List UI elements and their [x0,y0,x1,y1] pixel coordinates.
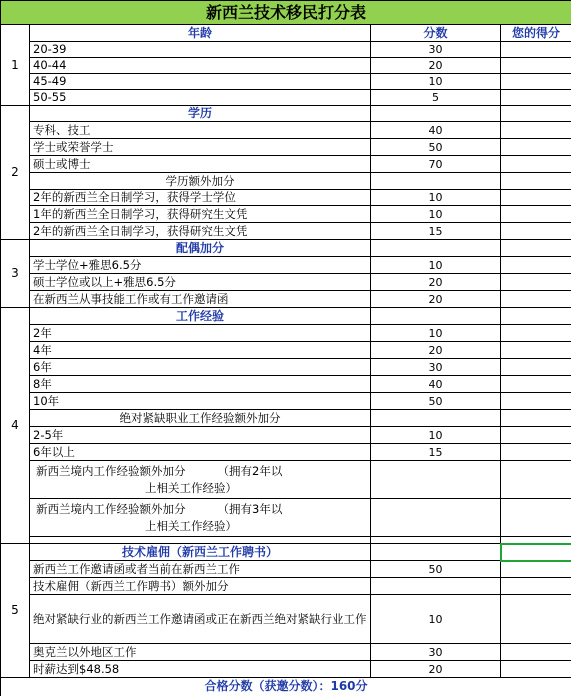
row-points: 40 [371,376,501,393]
row-points: 30 [371,42,501,58]
table-title: 新西兰技术移民打分表 [1,1,571,25]
score-cell[interactable] [501,578,571,595]
row-label: 硕士或博士 [30,156,371,173]
row-points: 20 [371,58,501,74]
score-cell[interactable] [501,393,571,410]
row-label: 时薪达到$48.58 [30,661,371,678]
row-points [371,544,501,561]
section-index-partner: 3 [1,240,30,308]
score-cell[interactable] [501,139,571,156]
nz-experience-line1-suffix: （拥有3年以 [217,501,283,516]
nz-experience-label [30,461,371,499]
row-points: 20 [371,661,501,678]
selected-score-cell[interactable] [501,544,571,561]
score-cell[interactable] [501,359,571,376]
row-points: 40 [371,122,501,139]
row-points: 5 [371,90,501,106]
score-cell[interactable] [501,444,571,461]
row-points [371,240,501,257]
row-label: 45-49 [30,74,371,90]
score-cell[interactable] [501,325,571,342]
nz-experience-line2: 上相关工作经验） [145,480,237,495]
section-header-employment: 技术雇佣（新西兰工作聘书） [30,544,371,561]
score-cell[interactable] [501,291,571,308]
row-label: 2年的新西兰全日制学习，获得研究生文凭 [30,223,371,240]
score-cell[interactable] [501,90,571,106]
section-header-education: 学历 [30,106,371,122]
row-points [371,308,501,325]
bonus-subheader: 学历额外加分 [30,173,371,190]
score-cell[interactable] [501,342,571,359]
score-cell[interactable] [501,308,571,325]
section-index-employment: 5 [1,544,30,678]
score-cell[interactable] [501,156,571,173]
points-header: 分数 [371,25,501,42]
score-cell[interactable] [501,661,571,678]
score-cell[interactable] [501,461,571,499]
row-points: 10 [371,190,501,206]
row-label: 学士或荣誉学士 [30,139,371,156]
row-label: 2年 [30,325,371,342]
row-points: 10 [371,206,501,223]
nz-experience-line1-suffix: （拥有2年以 [217,463,283,478]
score-cell[interactable] [501,499,571,537]
your-score-header: 您的得分 [501,25,571,42]
row-points: 10 [371,325,501,342]
spacer-cell [371,537,501,544]
section-index-education: 2 [1,106,30,240]
qualifying-score: 合格分数（获邀分数）：160分 [1,678,571,696]
score-cell[interactable] [501,190,571,206]
row-points [371,410,501,427]
row-label: 6年以上 [30,444,371,461]
row-points: 10 [371,427,501,444]
score-cell[interactable] [501,206,571,223]
row-points: 50 [371,393,501,410]
row-label: 绝对紧缺行业的新西兰工作邀请函或正在新西兰绝对紧缺行业工作 [30,595,371,644]
nz-experience-line1: 新西兰境内工作经验额外加分 [36,463,186,478]
nz-experience-line1: 新西兰境内工作经验额外加分 [36,501,186,516]
row-points: 20 [371,291,501,308]
row-label: 6年 [30,359,371,376]
nz-experience-label [30,499,371,537]
row-points: 10 [371,257,501,274]
row-label: 2-5年 [30,427,371,444]
row-points: 10 [371,595,501,644]
score-cell[interactable] [501,58,571,74]
row-label: 4年 [30,342,371,359]
row-label: 8年 [30,376,371,393]
row-points [371,578,501,595]
score-cell[interactable] [501,595,571,644]
row-label: 奥克兰以外地区工作 [30,644,371,661]
score-cell[interactable] [501,122,571,139]
row-points: 20 [371,274,501,291]
row-label: 在新西兰从事技能工作或有工作邀请函 [30,291,371,308]
row-label: 新西兰工作邀请函或者当前在新西兰工作 [30,561,371,578]
row-points: 30 [371,644,501,661]
row-label: 专科、技工 [30,122,371,139]
row-points: 50 [371,139,501,156]
score-cell[interactable] [501,410,571,427]
section-index-work: 4 [1,308,30,544]
row-points [371,499,501,537]
row-label: 20-39 [30,42,371,58]
row-label: 技术雇佣（新西兰工作聘书）额外加分 [30,578,371,595]
bonus-subheader: 绝对紧缺职业工作经验额外加分 [30,410,371,427]
spacer-cell [30,537,371,544]
score-cell[interactable] [501,644,571,661]
row-label: 1年的新西兰全日制学习，获得研究生文凭 [30,206,371,223]
row-points [371,106,501,122]
row-points: 70 [371,156,501,173]
row-points: 10 [371,74,501,90]
score-cell[interactable] [501,257,571,274]
score-cell[interactable] [501,240,571,257]
section-header-work: 工作经验 [30,308,371,325]
score-cell[interactable] [501,376,571,393]
row-points: 50 [371,561,501,578]
row-points [371,461,501,499]
section-index-age: 1 [1,25,30,106]
score-cell[interactable] [501,74,571,90]
score-cell[interactable] [501,561,571,578]
row-label: 40-44 [30,58,371,74]
spacer-cell [501,537,571,544]
row-points: 20 [371,342,501,359]
row-points: 15 [371,444,501,461]
score-cell[interactable] [501,427,571,444]
row-label: 学士学位+雅思6.5分 [30,257,371,274]
score-cell[interactable] [501,42,571,58]
row-points: 15 [371,223,501,240]
nz-experience-line2: 上相关工作经验） [145,518,237,533]
score-cell[interactable] [501,173,571,190]
row-label: 硕士学位或以上+雅思6.5分 [30,274,371,291]
section-header-partner: 配偶加分 [30,240,371,257]
score-cell[interactable] [501,274,571,291]
row-points [371,173,501,190]
score-cell[interactable] [501,223,571,240]
row-label: 50-55 [30,90,371,106]
score-cell[interactable] [501,106,571,122]
row-label: 2年的新西兰全日制学习，获得学士学位 [30,190,371,206]
row-points: 30 [371,359,501,376]
row-label: 10年 [30,393,371,410]
section-header-age: 年龄 [30,25,371,42]
